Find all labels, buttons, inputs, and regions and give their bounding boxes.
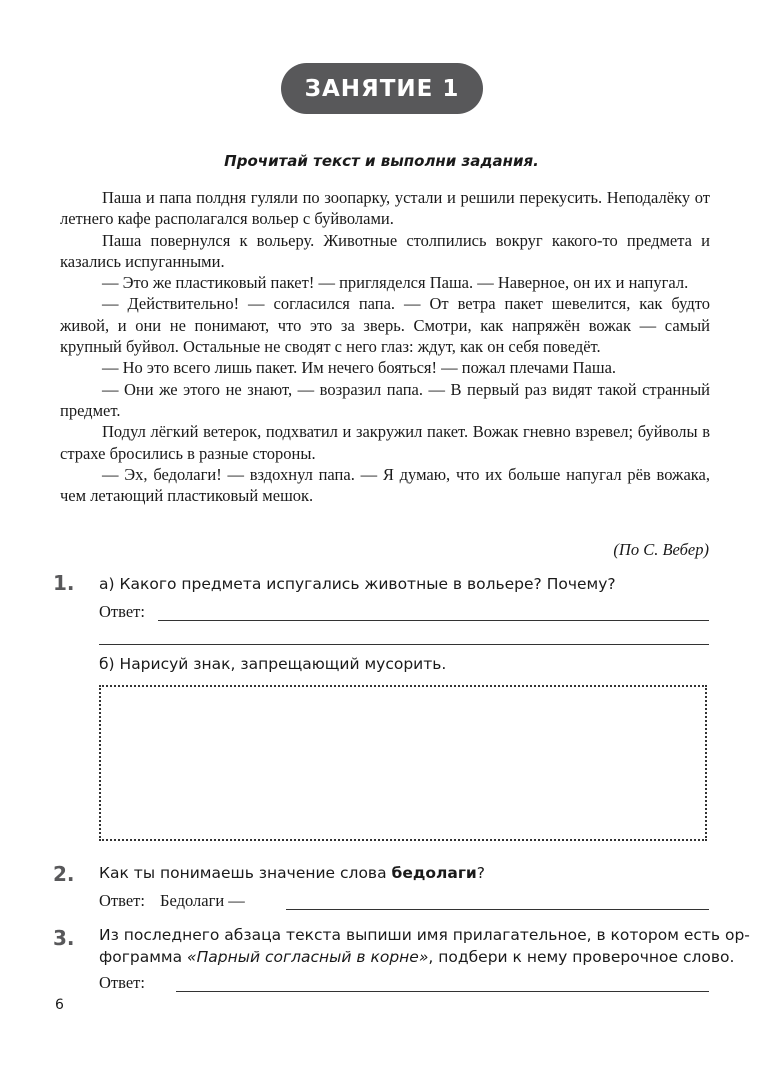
- task-1-number: 1.: [53, 571, 75, 595]
- reading-text: [60, 187, 710, 506]
- task-1a-question: а) Какого предмета испугались животные в вольере? Почему?: [99, 575, 616, 593]
- task-3-answer-label: Ответ:: [99, 973, 145, 992]
- text-paragraph: — Это же пластиковый пакет! — пригляделся Паша. — Наверное, он их и напугал.: [102, 273, 689, 293]
- task-3-answer-line[interactable]: [176, 991, 709, 992]
- task-1a-answer-line[interactable]: [158, 620, 709, 621]
- text-paragraph: — Они же этого не знают, — возразил папа. — В первый раз видят такой странный предмет.: [60, 379, 710, 420]
- task-3-text: фограмма: [99, 948, 188, 966]
- task-3-text-end: , подбери к нему проверочное слово.: [428, 948, 735, 966]
- lesson-title: ЗАНЯТИЕ 1: [304, 75, 460, 102]
- text-source: (По С. Вебер): [613, 540, 709, 559]
- text-paragraph: — Действительно! — согласился папа. — От ветра пакет шевелится, как будто живой, и они не понимают, что это за зверь. Смотри, как напряжён вожак — самый крупный буйвол. Остальные не сводят с него глаз: ждут, как он себя поведёт.: [60, 294, 710, 357]
- task-3-orthogram: «Парный согласный в корне»: [187, 948, 429, 966]
- lesson-title-badge: [281, 63, 483, 114]
- task-2-number: 2.: [53, 862, 75, 886]
- text-paragraph: Подул лёгкий ветерок, подхватил и закружил пакет. Вожак гневно взревел; буйволы в страхе бросились в разные стороны.: [60, 422, 710, 463]
- drawing-area[interactable]: [99, 685, 707, 841]
- page-number: 6: [55, 997, 64, 1013]
- task-2-answer-label: Ответ:: [99, 891, 145, 910]
- text-paragraph: Паша повернулся к вольеру. Животные столпились вокруг какого-то предмета и казались испуганными.: [60, 230, 710, 271]
- text-paragraph: — Эх, бедолаги! — вздохнул папа. — Я думаю, что их больше напугал рёв вожака, чем летающий пластиковый мешок.: [60, 464, 710, 506]
- text-paragraph: — Но это всего лишь пакет. Им нечего бояться! — пожал плечами Паша.: [102, 358, 617, 378]
- instruction: Прочитай текст и выполни задания.: [224, 152, 539, 170]
- task-1a-answer-label: Ответ:: [99, 602, 145, 621]
- task-2-answer-line[interactable]: [286, 909, 709, 910]
- task-3-question-line-1: Из последнего абзаца текста выпиши имя прилагательное, в котором есть ор-: [99, 926, 750, 944]
- task-3-question-line-2: [99, 948, 734, 966]
- task-2-question: [99, 864, 485, 882]
- task-2-question-start: Как ты понимаешь значение слова: [99, 864, 392, 882]
- task-1a-answer-line-2[interactable]: [99, 644, 709, 645]
- task-1b-question: б) Нарисуй знак, запрещающий мусорить.: [99, 655, 447, 673]
- task-3-number: 3.: [53, 926, 75, 950]
- task-2-keyword: бедолаги: [391, 864, 477, 882]
- text-paragraph: Паша и папа полдня гуляли по зоопарку, устали и решили перекусить. Неподалёку от летнего кафе располагался вольер с буйволами.: [60, 188, 710, 229]
- task-2-answer-prefix: Бедолаги —: [160, 891, 245, 910]
- task-2-question-end: ?: [476, 864, 486, 882]
